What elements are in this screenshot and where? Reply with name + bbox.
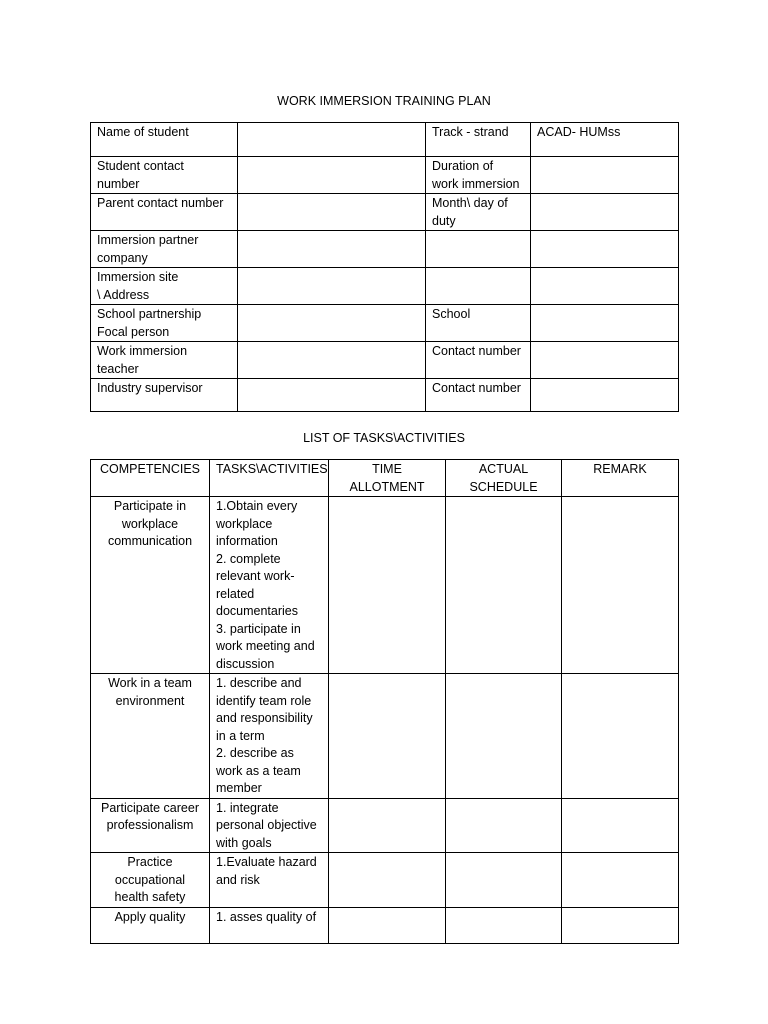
remark-cell — [562, 674, 679, 799]
remark-cell — [562, 907, 679, 943]
column-header-line: ACTUAL — [478, 462, 529, 476]
info-label-right — [426, 231, 531, 268]
info-label-line: Student contact — [97, 159, 184, 173]
tasks-cell — [210, 674, 329, 799]
info-label — [91, 268, 238, 305]
tasks-cell-line: 1. integrate — [216, 800, 279, 815]
info-label-right-line: Duration of — [432, 159, 494, 173]
info-row — [91, 157, 679, 194]
info-value-right — [531, 231, 679, 268]
info-value — [238, 268, 426, 305]
task-row — [91, 674, 679, 799]
info-label-line: School partnership — [97, 307, 202, 321]
info-label — [91, 194, 238, 231]
info-label — [91, 305, 238, 342]
competency-cell-line: Participate in — [113, 499, 187, 513]
tasks-cell-line: 2. describe as — [216, 746, 294, 760]
info-label-right — [426, 342, 531, 379]
task-row — [91, 497, 679, 674]
info-label-right-line — [432, 232, 524, 250]
document-title: WORK IMMERSION TRAINING PLAN — [277, 94, 491, 108]
info-label-line: Immersion partner — [97, 233, 199, 247]
info-label — [91, 342, 238, 379]
competency-cell-line: occupational — [114, 872, 186, 887]
time-allotment-cell — [329, 853, 446, 908]
tasks-cell-line: and risk — [216, 872, 260, 887]
info-value — [238, 194, 426, 231]
info-value-right — [531, 157, 679, 194]
actual-schedule-cell — [446, 798, 562, 853]
competency-cell-line: Participate career — [101, 800, 199, 815]
info-value — [238, 231, 426, 268]
tasks-cell-line: work meeting and — [216, 639, 315, 653]
competency-cell — [91, 674, 210, 799]
tasks-title: LIST OF TASKS\ACTIVITIES — [303, 431, 465, 445]
actual-schedule-cell — [446, 853, 562, 908]
info-row — [91, 194, 679, 231]
column-header — [446, 460, 562, 497]
info-label-line: teacher — [97, 361, 139, 376]
tasks-cell-line: workplace — [216, 516, 273, 531]
info-label-right-line: work immersion — [432, 176, 520, 191]
info-label-right-line: Track - strand — [432, 125, 509, 139]
tasks-cell-line: in a term — [216, 728, 265, 743]
column-header — [329, 460, 446, 497]
tasks-cell-line: 2. complete — [216, 551, 281, 566]
competency-cell-line: communication — [107, 534, 193, 548]
tasks-cell-line: 1.Evaluate hazard — [216, 855, 317, 869]
remark-cell — [562, 853, 679, 908]
actual-schedule-cell — [446, 907, 562, 943]
tasks-cell-line: related — [216, 586, 255, 601]
info-row — [91, 268, 679, 305]
info-value-right — [531, 194, 679, 231]
column-header — [562, 460, 679, 497]
tasks-cell-line: 3. participate in — [216, 621, 301, 636]
task-row — [91, 853, 679, 908]
info-label — [91, 231, 238, 268]
info-value — [238, 305, 426, 342]
tasks-activities-table — [90, 459, 679, 944]
info-row — [91, 305, 679, 342]
info-label-right-line: Month\ day of — [432, 196, 508, 210]
time-allotment-cell — [329, 674, 446, 799]
competency-cell-line: environment — [115, 693, 185, 708]
tasks-cell — [210, 497, 329, 674]
info-row — [91, 342, 679, 379]
info-value — [238, 123, 426, 157]
tasks-cell-line: personal objective — [216, 818, 317, 832]
info-label — [91, 123, 238, 157]
info-value — [238, 342, 426, 379]
info-label-right — [426, 379, 531, 412]
info-label-line: Immersion site — [97, 270, 179, 284]
tasks-cell-line: 1. asses quality of — [216, 909, 317, 924]
time-allotment-cell — [329, 497, 446, 674]
info-value-right — [531, 342, 679, 379]
tasks-cell-line: with goals — [216, 835, 272, 850]
tasks-cell-line: documentaries — [216, 604, 298, 618]
actual-schedule-cell — [446, 497, 562, 674]
student-info-table — [90, 122, 679, 412]
tasks-cell — [210, 853, 329, 908]
tasks-cell-line: and responsibility — [216, 711, 313, 725]
info-value-right — [531, 379, 679, 412]
info-label-line: Work immersion — [97, 344, 188, 358]
competency-cell — [91, 497, 210, 674]
column-header — [91, 460, 210, 497]
column-header-line: SCHEDULE — [469, 479, 538, 494]
column-header-line: REMARK — [593, 462, 647, 476]
tasks-cell-line: work as a team — [216, 763, 301, 778]
info-value — [238, 379, 426, 412]
info-label-right-line — [432, 269, 524, 287]
competency-cell-line: workplace — [121, 516, 179, 531]
info-value-right — [531, 305, 679, 342]
competency-cell — [91, 853, 210, 908]
time-allotment-cell — [329, 798, 446, 853]
info-label-line: Industry supervisor — [97, 381, 203, 395]
info-value-right — [531, 268, 679, 305]
column-header-line: COMPETENCIES — [99, 462, 200, 476]
competency-cell-line: Apply quality — [114, 909, 186, 924]
tasks-cell-line: member — [216, 781, 262, 795]
remark-cell — [562, 497, 679, 674]
column-header-line: TASKS\ACTIVITIES — [216, 462, 328, 476]
info-label-right — [426, 157, 531, 194]
remark-cell — [562, 798, 679, 853]
competency-cell — [91, 907, 210, 943]
competency-cell-line: Work in a team — [108, 676, 192, 690]
tasks-cell — [210, 798, 329, 853]
competency-cell — [91, 798, 210, 853]
info-label-right — [426, 123, 531, 157]
tasks-header-row — [91, 460, 679, 497]
column-header-line: TIME ALLOTMENT — [349, 462, 425, 494]
tasks-cell-line: relevant work- — [216, 569, 295, 583]
info-value — [238, 157, 426, 194]
time-allotment-cell — [329, 907, 446, 943]
info-value-right: ACAD- HUMss — [531, 123, 679, 157]
info-label-line: Focal person — [97, 324, 170, 339]
info-row — [91, 123, 679, 157]
info-label — [91, 157, 238, 194]
tasks-cell-line: information — [216, 534, 278, 548]
tasks-cell-line: discussion — [216, 656, 275, 671]
task-row — [91, 798, 679, 853]
info-label-line: number — [97, 176, 140, 191]
info-label-right-line: duty — [432, 213, 456, 228]
competency-cell-line: health safety — [114, 890, 186, 904]
info-label-right-line: School — [432, 307, 471, 321]
info-label-right — [426, 305, 531, 342]
info-label-line: Name of student — [97, 125, 189, 139]
competency-cell-line: Practice — [127, 855, 173, 869]
task-row — [91, 907, 679, 943]
info-label-right-line: Contact number — [432, 381, 521, 395]
info-label-right-line: Contact number — [432, 344, 521, 358]
tasks-cell — [210, 907, 329, 943]
column-header — [210, 460, 329, 497]
info-row — [91, 231, 679, 268]
info-label-right — [426, 194, 531, 231]
info-label-right — [426, 268, 531, 305]
info-row — [91, 379, 679, 412]
competency-cell-line: professionalism — [106, 818, 194, 832]
info-label-line: company — [97, 250, 148, 265]
actual-schedule-cell — [446, 674, 562, 799]
info-label-line: \ Address — [97, 287, 150, 302]
info-label — [91, 379, 238, 412]
tasks-cell-line: 1. describe and — [216, 676, 302, 690]
info-label-line: Parent contact number — [97, 196, 224, 210]
tasks-cell-line: identify team role — [216, 693, 312, 708]
tasks-cell-line: 1.Obtain every — [216, 499, 298, 513]
